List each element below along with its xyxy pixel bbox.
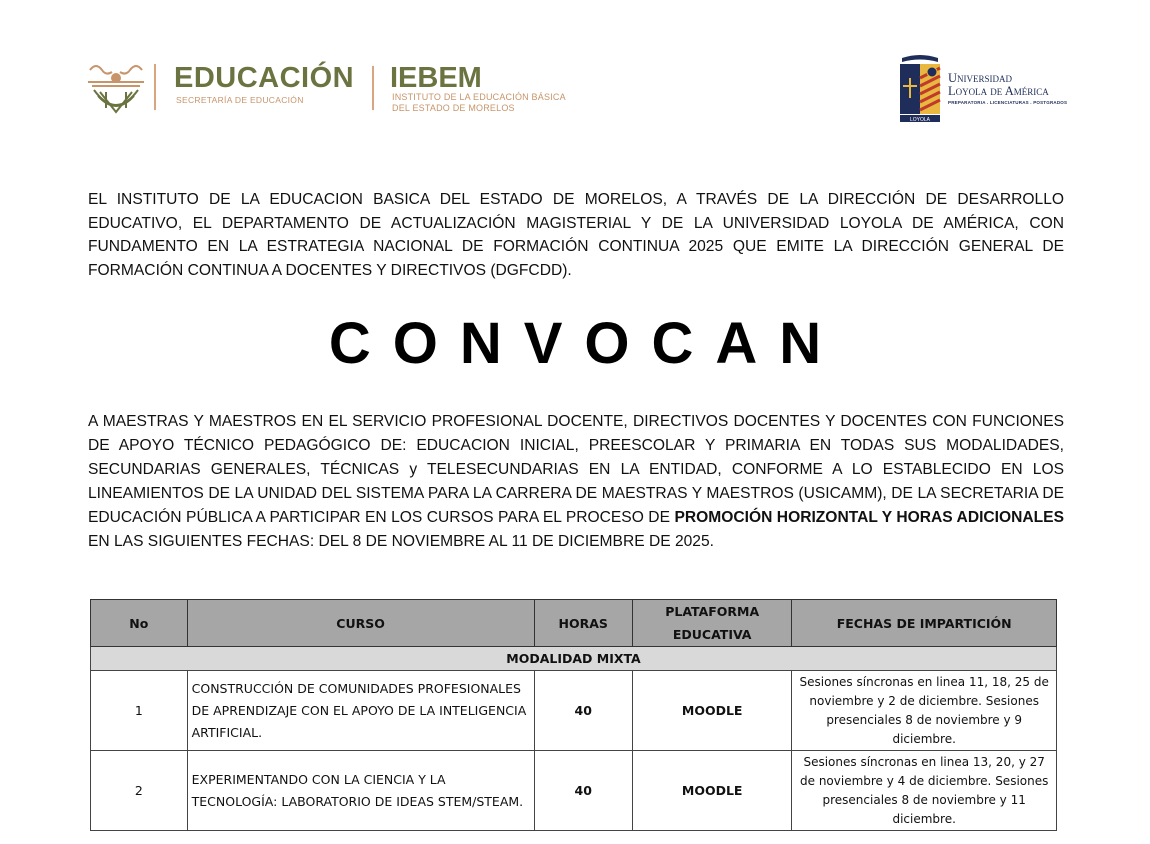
intro-paragraph: EL INSTITUTO DE LA EDUCACION BASICA DEL ESTADO DE MORELOS, A TRAVÉS DE LA DIRECCIÓN DE DESARROLLO EDUCATIVO, EL DEPARTAMENTO DE ACTUALIZACIÓN MAGISTERIAL Y DE LA UNIVERSIDAD LOYOLA DE AMÉRICA, CON FUNDAMENTO EN LA ESTRATEGIA NACIONAL DE FORMACIÓN CONTINUA 2025 QUE EMITE LA DIRECCIÓN GENERAL DE FORMACIÓN CONTINUA A DOCENTES Y DIRECTIVOS (DGFCDD).	[88, 191, 1064, 279]
row-plataforma: MOODLE	[632, 671, 791, 751]
body-text-part2: EN LAS SIGUIENTES FECHAS: DEL 8 DE NOVIEMBRE AL 11 DE DICIEMBRE DE 2025.	[88, 533, 714, 550]
row-plataforma: MOODLE	[632, 751, 791, 831]
table-row	[91, 671, 1057, 751]
iebem-subtitle-line2: DEL ESTADO DE MORELOS	[392, 103, 515, 113]
mexico-education-seal-logo	[84, 56, 148, 120]
education-title: EDUCACIÓN	[174, 62, 355, 94]
row-no: 2	[91, 751, 188, 831]
row-curso: CONSTRUCCIÓN DE COMUNIDADES PROFESIONALES DE APRENDIZAJE CON EL APOYO DE LA INTELIGENCIA ARTIFICIAL.	[187, 671, 534, 751]
row-curso: EXPERIMENTANDO CON LA CIENCIA Y LA TECNOLOGÍA: LABORATORIO DE IDEAS STEM/STEAM.	[187, 751, 534, 831]
header-fechas: FECHAS DE IMPARTICIÓN	[792, 600, 1057, 647]
row-horas: 40	[534, 671, 632, 751]
page-title: CONVOCAN	[328, 311, 844, 376]
divider	[154, 64, 156, 110]
row-fechas: Sesiones síncronas en linea 11, 18, 25 de noviembre y 2 de diciembre. Sesiones presenciales 8 de noviembre y 9 diciembre.	[792, 671, 1057, 751]
education-subtitle: SECRETARÍA DE EDUCACIÓN	[176, 95, 304, 105]
header-horas: HORAS	[534, 600, 632, 647]
courses-table	[90, 599, 1057, 831]
body-text-part1: A MAESTRAS Y MAESTROS EN EL SERVICIO PROFESIONAL DOCENTE, DIRECTIVOS DOCENTES Y DOCENTES CON FUNCIONES DE APOYO TÉCNICO PEDAGÓGICO DE: EDUCACION INICIAL, PREESCOLAR Y PRIMARIA EN TODAS SUS MODALIDADES, SECUNDARIAS GENERALES, TÉCNICAS y TELESECUNDARIAS EN LA ENTIDAD, CONFORME A LO ESTABLECIDO EN LOS LINEAMIENTOS DE LA UNIDAD DEL SISTEMA PARA LA CARRERA DE MAESTRAS Y MAESTROS (USICAMM), DE LA SECRETARIA DE EDUCACIÓN PÚBLICA A PARTICIPAR EN LOS CURSOS PARA EL PROCESO DE	[88, 413, 1064, 526]
university-name-line1: Universidad	[948, 71, 1013, 85]
iebem-subtitle	[392, 92, 566, 114]
table-row	[91, 751, 1057, 831]
iebem-title: IEBEM	[390, 62, 482, 94]
university-tagline: PREPARATORIA . LICENCIATURAS . POSTGRADOS	[948, 100, 1068, 105]
row-no: 1	[91, 671, 188, 751]
header-curso: CURSO	[187, 600, 534, 647]
university-name-line2: Loyola de América	[948, 84, 1049, 98]
loyola-shield-logo	[898, 54, 942, 124]
iebem-subtitle-line1: INSTITUTO DE LA EDUCACIÓN BÁSICA	[392, 92, 566, 102]
table-header-row	[91, 600, 1057, 647]
header-no: No	[91, 600, 188, 647]
body-text-bold: PROMOCIÓN HORIZONTAL Y HORAS ADICIONALES	[674, 509, 1064, 526]
modalidad-row	[91, 647, 1057, 671]
body-paragraph	[88, 410, 1064, 554]
university-name	[948, 72, 1049, 98]
modalidad-label: MODALIDAD MIXTA	[91, 647, 1057, 671]
letterhead	[84, 54, 1074, 134]
row-fechas: Sesiones síncronas en linea 13, 20, y 27 de noviembre y 4 de diciembre. Sesiones presenciales 8 de noviembre y 11 diciembre.	[792, 751, 1057, 831]
row-horas: 40	[534, 751, 632, 831]
header-plataforma: PLATAFORMA EDUCATIVA	[632, 600, 791, 647]
divider	[372, 66, 374, 110]
shield-text: LOYOLA	[909, 117, 931, 123]
